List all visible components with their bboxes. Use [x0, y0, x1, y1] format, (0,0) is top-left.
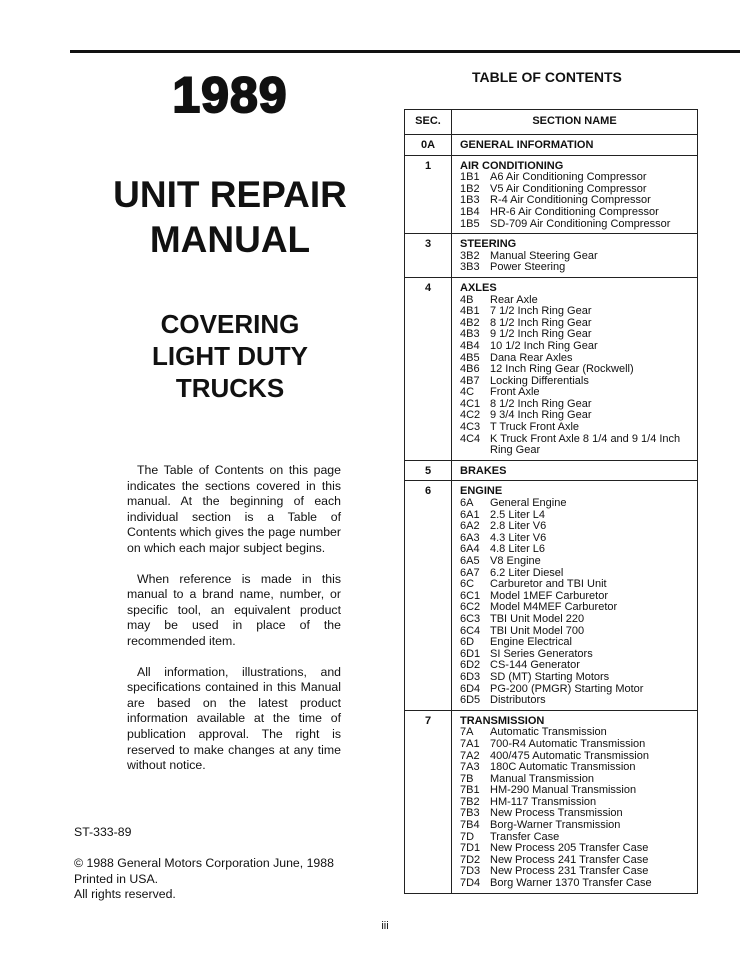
subsection-name: 6.2 Liter Diesel — [490, 566, 564, 579]
subsection-name: 400/475 Automatic Transmission — [490, 749, 649, 762]
subsection-code: 6D5 — [460, 694, 481, 707]
subsection-code: 1B4 — [460, 205, 480, 218]
name-column-header: SECTION NAME — [452, 110, 698, 135]
subsection-item — [460, 364, 693, 376]
section-cell — [452, 234, 698, 278]
subsection-code: 6A5 — [460, 555, 480, 567]
toc-section-row — [405, 155, 698, 234]
section-number: 1 — [405, 155, 452, 234]
subsection-code: 4B5 — [460, 351, 480, 364]
toc-header-row — [405, 110, 698, 135]
subsection-item — [460, 207, 693, 219]
intro-text — [127, 463, 341, 789]
section-name: STEERING — [460, 238, 517, 251]
subsection-code: 7D — [460, 830, 475, 843]
subsection-name: K Truck Front Axle 8 1/4 and 9 1/4 Inch Ring Gear — [490, 432, 681, 457]
subsection-name: 10 1/2 Inch Ring Gear — [490, 339, 598, 352]
subsection-code: 6C1 — [460, 589, 481, 602]
section-cell — [452, 481, 698, 710]
copyright-line: © 1988 General Motors Corporation June, 1988 — [74, 856, 334, 870]
subsection-code: 6C4 — [460, 624, 481, 637]
subsection-code: 4C3 — [460, 421, 481, 434]
subsection-name: CS-144 Generator — [490, 659, 580, 672]
section-number: 5 — [405, 460, 452, 481]
subsection-item — [460, 306, 693, 318]
subsection-code: 6A7 — [460, 566, 480, 579]
subsection-name: New Process 231 Transfer Case — [490, 865, 649, 878]
section-number: 4 — [405, 277, 452, 460]
subsection-name: Rear Axle — [490, 293, 538, 306]
subsection-item — [460, 434, 693, 457]
toc-section-row — [405, 460, 698, 481]
subsection-item — [460, 219, 693, 231]
subsection-code: 4C2 — [460, 409, 481, 422]
section-cell — [452, 155, 698, 234]
title-line: UNIT REPAIR — [113, 174, 347, 215]
subsection-name: Automatic Transmission — [490, 726, 607, 739]
subsection-item — [460, 878, 693, 890]
subsection-code: 4B2 — [460, 316, 480, 329]
subsection-name: Manual Steering Gear — [490, 249, 598, 262]
subsection-name: Engine Electrical — [490, 636, 572, 649]
subsection-code: 3B3 — [460, 261, 480, 274]
subsection-code: 7B1 — [460, 784, 480, 797]
subsection-code: 4B — [460, 293, 474, 306]
subsection-code: 4B1 — [460, 305, 480, 318]
subsection-name: 4.3 Liter V6 — [490, 531, 547, 544]
subsection-code: 4C4 — [460, 432, 481, 445]
subsection-name: 180C Automatic Transmission — [490, 761, 636, 774]
intro-paragraph: The Table of Contents on this page indicates the sections covered in this manual. At the beginning of each individual section is a Table of Contents which gives the page number on which each major subject begins. — [127, 463, 341, 555]
copyright-line: Printed in USA. — [74, 871, 159, 886]
section-number: 7 — [405, 710, 452, 893]
copyright-notice — [74, 856, 334, 903]
subsection-name: TBI Unit Model 700 — [490, 624, 585, 637]
subsection-name: T Truck Front Axle — [490, 421, 580, 434]
toc-section-row — [405, 234, 698, 278]
subsection-code: 7A — [460, 726, 474, 739]
subsection-name: Borg Warner 1370 Transfer Case — [490, 877, 652, 890]
manual-title — [80, 172, 380, 262]
subsection-name: Model M4MEF Carburetor — [490, 601, 618, 614]
section-name: GENERAL INFORMATION — [460, 139, 594, 151]
subsection-name: New Process 241 Transfer Case — [490, 853, 649, 866]
subsection-code: 6A — [460, 497, 474, 510]
subsection-name: 12 Inch Ring Gear (Rockwell) — [490, 363, 634, 376]
subsection-name: Front Axle — [490, 386, 540, 399]
subsection-code: 1B2 — [460, 182, 480, 195]
subsection-code: 7D3 — [460, 865, 481, 878]
subsection-code: 4B3 — [460, 328, 480, 341]
subsection-code: 4C — [460, 386, 475, 399]
toc-section-row — [405, 277, 698, 460]
subsection-code: 1B5 — [460, 217, 480, 230]
subsection-name: PG-200 (PMGR) Starting Motor — [490, 682, 644, 695]
subsection-code: 6D2 — [460, 659, 481, 672]
subsection-item — [460, 422, 693, 434]
subsection-item — [460, 762, 693, 774]
subsection-name: New Process Transmission — [490, 807, 623, 820]
subsection-name: Dana Rear Axles — [490, 351, 573, 364]
subsection-name: SD-709 Air Conditioning Compressor — [490, 217, 671, 230]
top-rule — [70, 50, 740, 53]
subsection-name: General Engine — [490, 497, 567, 510]
section-cell — [452, 460, 698, 481]
document-number: ST-333-89 — [74, 825, 132, 839]
subsection-item — [460, 637, 693, 649]
page-number: iii — [381, 920, 389, 932]
subsection-name: Manual Transmission — [490, 772, 594, 785]
subsection-name: Locking Differentials — [490, 374, 589, 387]
title-line: MANUAL — [149, 219, 311, 260]
subsection-name: New Process 205 Transfer Case — [490, 842, 649, 855]
section-cell — [452, 277, 698, 460]
subsection-name: Distributors — [490, 694, 546, 707]
subsection-code: 7D4 — [460, 877, 481, 890]
disclaimer-paragraph: All information, illustrations, and specifications contained in this Manual are based on the latest product information available at the time of publication approval. The right is reserved to make changes at any time without notice. — [127, 664, 341, 773]
subsection-name: HM-117 Transmission — [490, 795, 597, 808]
subsection-code: 6D1 — [460, 647, 481, 660]
subsection-name: HR-6 Air Conditioning Compressor — [490, 205, 659, 218]
subsection-name: Model 1MEF Carburetor — [490, 589, 608, 602]
subsection-name: 700-R4 Automatic Transmission — [490, 737, 646, 750]
subsection-item — [460, 820, 693, 832]
section-cell — [452, 710, 698, 893]
subsection-name: 9 3/4 Inch Ring Gear — [490, 409, 592, 422]
subsection-item — [460, 672, 693, 684]
subsection-item — [460, 614, 693, 626]
subsection-name: Borg-Warner Transmission — [490, 819, 621, 832]
section-name: AXLES — [460, 281, 497, 294]
subsection-code: 6C — [460, 578, 475, 591]
subsection-code: 6D3 — [460, 670, 481, 683]
subsection-name: Transfer Case — [490, 830, 560, 843]
subsection-code: 4B7 — [460, 374, 480, 387]
subsection-code: 7A3 — [460, 761, 480, 774]
subsection-code: 7B — [460, 772, 474, 785]
subsection-name: TBI Unit Model 220 — [490, 612, 585, 625]
subsection-name: 4.8 Liter L6 — [490, 543, 546, 556]
copyright-line: All rights reserved. — [74, 887, 176, 901]
subsection-code: 4B4 — [460, 339, 480, 352]
subsection-code: 4C1 — [460, 397, 481, 410]
subsection-code: 6D — [460, 636, 475, 649]
subsection-code: 6A3 — [460, 531, 480, 544]
section-cell — [452, 135, 698, 156]
subsection-name: 7 1/2 Inch Ring Gear — [490, 305, 592, 318]
subsection-code: 6C2 — [460, 601, 481, 614]
year-heading: 1989 — [172, 67, 288, 123]
subsection-item — [460, 341, 693, 353]
subsection-code: 1B3 — [460, 194, 480, 207]
reference-paragraph: When reference is made in this manual to a brand name, number, or specific tool, an equivalent product may be used in place of the recommended item. — [127, 571, 341, 648]
subtitle-line: COVERING — [160, 309, 300, 339]
toc-section-row — [405, 135, 698, 156]
section-number: 6 — [405, 481, 452, 710]
subsection-code: 6A4 — [460, 543, 480, 556]
subsection-code: 7B4 — [460, 819, 480, 832]
section-name: TRANSMISSION — [460, 714, 545, 727]
subsection-code: 6D4 — [460, 682, 481, 695]
subsection-code: 7A2 — [460, 749, 480, 762]
section-number: 0A — [405, 135, 452, 156]
subtitle-line: TRUCKS — [175, 373, 285, 403]
section-name: ENGINE — [460, 485, 503, 498]
toc-section-row — [405, 481, 698, 710]
subsection-name: SD (MT) Starting Motors — [490, 670, 610, 683]
subsection-code: 6A2 — [460, 520, 480, 533]
subsection-code: 3B2 — [460, 249, 480, 262]
subsection-name: Carburetor and TBI Unit — [490, 578, 607, 591]
subsection-name: 2.5 Liter L4 — [490, 508, 546, 521]
subsection-name: R-4 Air Conditioning Compressor — [490, 194, 651, 207]
section-number: 3 — [405, 234, 452, 278]
sec-column-header: SEC. — [405, 110, 452, 135]
subsection-item — [460, 695, 693, 707]
toc-title: TABLE OF CONTENTS — [472, 69, 622, 85]
subsection-code: 7B3 — [460, 807, 480, 820]
subsection-name: 9 1/2 Inch Ring Gear — [490, 328, 592, 341]
toc-table — [404, 109, 698, 894]
subsection-code: 4B6 — [460, 363, 480, 376]
subsection-item — [460, 739, 693, 751]
subsection-name: 2.8 Liter V6 — [490, 520, 547, 533]
section-name: BRAKES — [460, 464, 507, 477]
subsection-code: 7D1 — [460, 842, 481, 855]
subsection-name: 8 1/2 Inch Ring Gear — [490, 397, 592, 410]
subsection-code: 6C3 — [460, 612, 481, 625]
subsection-name: V5 Air Conditioning Compressor — [490, 182, 647, 195]
subsection-name: A6 Air Conditioning Compressor — [490, 171, 647, 184]
subsection-name: SI Series Generators — [490, 647, 593, 660]
subtitle-line: LIGHT DUTY — [152, 341, 308, 371]
toc-section-row — [405, 710, 698, 893]
subsection-item — [460, 262, 693, 274]
subsection-item — [460, 556, 693, 568]
manual-subtitle — [80, 308, 380, 404]
subsection-code: 1B1 — [460, 171, 480, 184]
subsection-name: V8 Engine — [490, 555, 541, 567]
section-name: AIR CONDITIONING — [460, 159, 564, 172]
subsection-code: 7D2 — [460, 853, 481, 866]
subsection-name: HM-290 Manual Transmission — [490, 784, 637, 797]
subsection-name: Power Steering — [490, 261, 566, 274]
subsection-code: 7B2 — [460, 795, 480, 808]
subsection-code: 7A1 — [460, 737, 480, 750]
subsection-name: 8 1/2 Inch Ring Gear — [490, 316, 592, 329]
subsection-code: 6A1 — [460, 508, 480, 521]
subsection-item — [460, 498, 693, 510]
